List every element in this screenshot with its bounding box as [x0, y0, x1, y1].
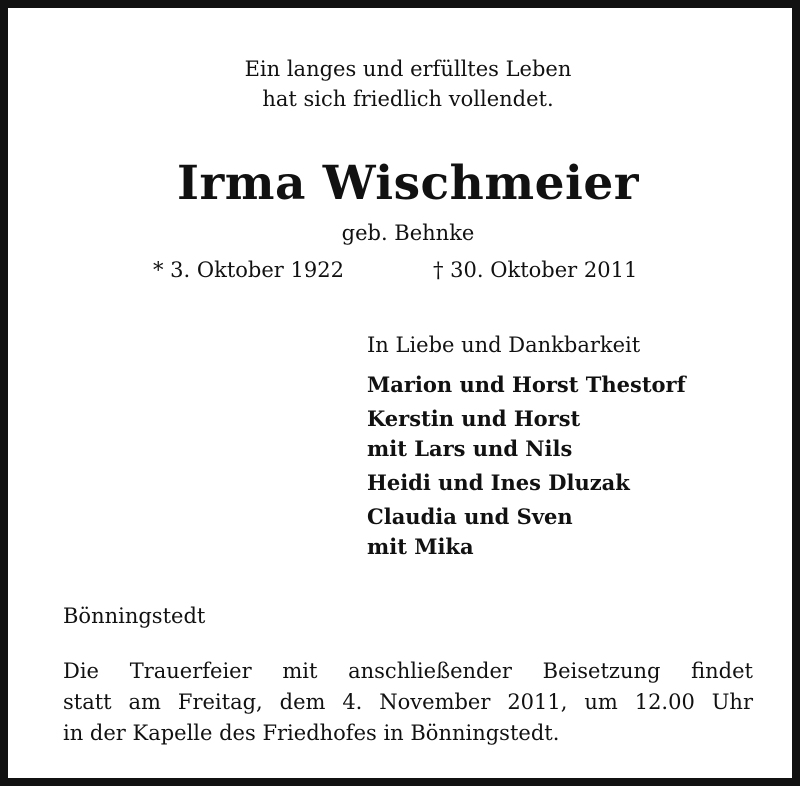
mourner-line: mit Lars und Nils: [367, 436, 573, 461]
funeral-service-text: [63, 656, 753, 749]
service-line-2: statt am Freitag, dem 4. November 2011, um 12.00 Uhr: [63, 690, 753, 714]
service-line-3: in der Kapelle des Friedhofes in Bönningstedt.: [63, 721, 560, 745]
service-line-1: Die Trauerfeier mit anschließender Beisetzung findet: [63, 659, 753, 683]
mourner-entry: [367, 502, 787, 562]
motto-line-2: hat sich friedlich vollendet.: [262, 87, 554, 111]
birth-date: * 3. Oktober 1922: [153, 258, 344, 282]
motto: [8, 54, 800, 114]
mourner-line: mit Mika: [367, 534, 474, 559]
place-of-residence: Bönningstedt: [63, 604, 206, 628]
motto-line-1: Ein langes und erfülltes Leben: [244, 57, 572, 81]
mourner-entry: [367, 370, 787, 400]
mourner-line: Kerstin und Horst: [367, 406, 581, 431]
mourner-line: Claudia und Sven: [367, 504, 573, 529]
mourners-block: [367, 330, 787, 566]
mourners-intro: In Liebe und Dankbarkeit: [367, 333, 641, 357]
mourner-entry: [367, 404, 787, 464]
mourner-line: Marion und Horst Thestorf: [367, 372, 686, 397]
death-date: † 30. Oktober 2011: [433, 258, 638, 282]
mourner-entry: [367, 468, 787, 498]
maiden-name: geb. Behnke: [341, 221, 475, 245]
mourner-line: Heidi und Ines Dluzak: [367, 470, 630, 495]
deceased-name: Irma Wischmeier: [176, 156, 639, 211]
